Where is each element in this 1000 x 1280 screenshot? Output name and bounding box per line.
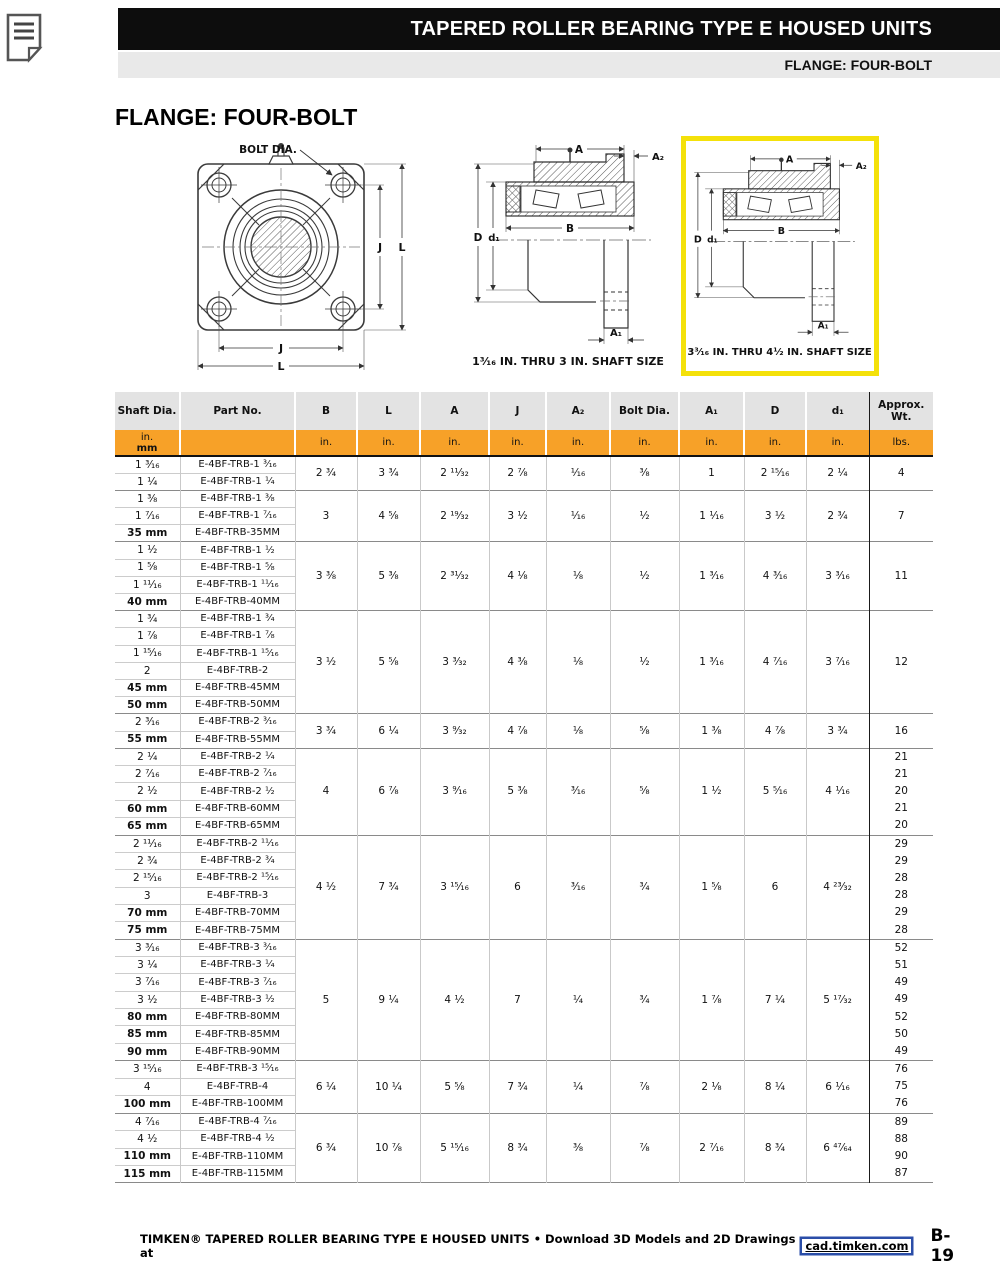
dim-label-b: B	[777, 226, 785, 238]
part-no-cell: E-4BF-TRB-40MM	[180, 594, 295, 611]
part-no-cell: E-4BF-TRB-110MM	[180, 1148, 295, 1165]
dimension-cell: 9 ¹⁄₄	[357, 939, 420, 1060]
dimension-cell: 2 ¹⁹⁄₃₂	[420, 490, 489, 542]
part-no-cell: E-4BF-TRB-65MM	[180, 818, 295, 835]
shaft-dia-cell: 2 ¹⁄₄	[115, 748, 180, 765]
units-in: in.	[489, 430, 546, 456]
table-row	[115, 490, 933, 507]
dimension-cell: 6 ³⁄₄	[295, 1113, 357, 1183]
dimension-cell: 5 ³⁄₈	[357, 542, 420, 611]
dim-label-d1: d₁	[488, 233, 500, 244]
dimension-cell: 4 ¹⁄₁₆	[806, 748, 869, 835]
part-no-cell: E-4BF-TRB-3 ¹⁄₂	[180, 991, 295, 1008]
table-row	[115, 939, 933, 956]
part-no-cell: E-4BF-TRB-1 ⁵⁄₈	[180, 559, 295, 576]
banner-title: TAPERED ROLLER BEARING TYPE E HOUSED UNITS	[410, 17, 932, 40]
dimension-cell: ¹⁄₄	[546, 1061, 610, 1114]
section-diagram-small	[466, 140, 671, 377]
part-no-cell: E-4BF-TRB-2 ⁷⁄₁₆	[180, 766, 295, 783]
dimension-cell: 6 ¹⁄₄	[295, 1061, 357, 1114]
dimension-cell: 6	[744, 835, 806, 939]
dimension-cell: ¹⁄₈	[546, 611, 610, 714]
dimension-cell: 5	[295, 939, 357, 1060]
dimension-cell: ¹⁄₄	[546, 939, 610, 1060]
dimension-cell: 4 ⁷⁄₁₆	[744, 611, 806, 714]
units-shaft: in. mm	[115, 430, 180, 456]
col-d1: d₁	[806, 392, 869, 430]
dimension-cell: 2 ³⁄₄	[806, 490, 869, 542]
page-title: FLANGE: FOUR-BOLT	[115, 104, 358, 130]
shaft-dia-cell: 3 ⁷⁄₁₆	[115, 974, 180, 991]
dimension-cell: 2 ¹⁄₄	[806, 456, 869, 490]
dimension-cell: 3	[295, 490, 357, 542]
part-no-cell: E-4BF-TRB-115MM	[180, 1165, 295, 1182]
part-no-cell: E-4BF-TRB-3 ⁷⁄₁₆	[180, 974, 295, 991]
dimension-cell: ¹⁄₈	[546, 542, 610, 611]
footer-link-cad-timken[interactable]: cad.timken.com	[801, 1238, 912, 1254]
part-no-cell: E-4BF-TRB-35MM	[180, 525, 295, 542]
col-part-no: Part No.	[180, 392, 295, 430]
part-no-cell: E-4BF-TRB-3 ³⁄₁₆	[180, 939, 295, 956]
dimension-cell: ³⁄₄	[610, 939, 679, 1060]
part-no-cell: E-4BF-TRB-3 ¹⁵⁄₁₆	[180, 1061, 295, 1079]
dim-label-d: D	[473, 232, 483, 244]
dimension-cell: 10 ¹⁄₄	[357, 1061, 420, 1114]
shaft-dia-cell: 45 mm	[115, 679, 180, 696]
dim-label-b: B	[565, 223, 575, 235]
part-no-cell: E-4BF-TRB-1 ⁷⁄₁₆	[180, 508, 295, 525]
dimension-cell: 2 ⁷⁄₈	[489, 456, 546, 490]
dimension-cell: 1	[679, 456, 744, 490]
dimension-cell: 3 ⁹⁄₃₂	[420, 714, 489, 748]
dimension-cell: 7	[489, 939, 546, 1060]
table-body	[115, 456, 933, 1183]
dimension-cell: 2 ¹⁵⁄₁₆	[744, 456, 806, 490]
shaft-dia-cell: 3 ¹⁄₂	[115, 991, 180, 1008]
dimension-cell: 5 ⁵⁄₈	[420, 1061, 489, 1114]
dimension-cell: 4 ²³⁄₃₂	[806, 835, 869, 939]
part-no-cell: E-4BF-TRB-100MM	[180, 1096, 295, 1114]
part-no-cell: E-4BF-TRB-2 ¹⁵⁄₁₆	[180, 870, 295, 887]
part-no-cell: E-4BF-TRB-2 ¹⁄₄	[180, 748, 295, 765]
shaft-dia-cell: 3	[115, 887, 180, 904]
dim-label-a: A	[574, 144, 584, 156]
units-in: in.	[295, 430, 357, 456]
part-no-cell: E-4BF-TRB-1 ¹⁵⁄₁₆	[180, 645, 295, 662]
shaft-dia-cell: 4 ⁷⁄₁₆	[115, 1113, 180, 1130]
dimension-cell: 1 ³⁄₁₆	[679, 611, 744, 714]
weight-cell: 29 29 28 28 29 28	[869, 835, 933, 939]
dimension-cell: ⁵⁄₈	[610, 714, 679, 748]
dimension-cell: 2 ⁷⁄₁₆	[679, 1113, 744, 1183]
weight-cell: 21 21 20 21 20	[869, 748, 933, 835]
shaft-dia-cell: 3 ³⁄₁₆	[115, 939, 180, 956]
shaft-dia-cell: 1 ³⁄₈	[115, 490, 180, 507]
dimension-cell: 1 ³⁄₁₆	[679, 542, 744, 611]
dimension-cell: ¹⁄₁₆	[546, 456, 610, 490]
part-no-cell: E-4BF-TRB-50MM	[180, 697, 295, 714]
dimension-cell: 3 ³⁄₄	[806, 714, 869, 748]
shaft-dia-cell: 110 mm	[115, 1148, 180, 1165]
dim-label-d1: d₁	[707, 235, 718, 246]
table-row	[115, 456, 933, 473]
shaft-dia-cell: 3 ¹⁄₄	[115, 957, 180, 974]
part-no-cell: E-4BF-TRB-45MM	[180, 679, 295, 696]
part-no-cell: E-4BF-TRB-1 ¹⁄₂	[180, 542, 295, 559]
weight-cell: 89 88 90 87	[869, 1113, 933, 1183]
dim-label-j-right: J	[377, 241, 383, 254]
dimension-cell: 1 ⁷⁄₈	[679, 939, 744, 1060]
dimension-cell: ³⁄₈	[546, 1113, 610, 1183]
shaft-dia-cell: 70 mm	[115, 905, 180, 922]
dimension-cell: 1 ⁵⁄₈	[679, 835, 744, 939]
shaft-dia-cell: 4	[115, 1078, 180, 1096]
part-no-cell: E-4BF-TRB-80MM	[180, 1009, 295, 1026]
shaft-dia-cell: 65 mm	[115, 818, 180, 835]
part-no-cell: E-4BF-TRB-4	[180, 1078, 295, 1096]
page-number: B-19	[930, 1226, 955, 1266]
part-no-cell: E-4BF-TRB-85MM	[180, 1026, 295, 1043]
dimension-cell: 2 ³⁄₄	[295, 456, 357, 490]
bolt-dia-label: BOLT DIA.	[239, 144, 297, 156]
dimension-cell: 3 ¹⁄₂	[744, 490, 806, 542]
part-no-cell: E-4BF-TRB-60MM	[180, 800, 295, 817]
shaft-dia-cell: 4 ¹⁄₂	[115, 1131, 180, 1148]
part-no-cell: E-4BF-TRB-1 ³⁄₄	[180, 611, 295, 628]
weight-cell: 76 75 76	[869, 1061, 933, 1114]
part-no-cell: E-4BF-TRB-2 ³⁄₁₆	[180, 714, 295, 731]
dimension-cell: 2 ¹¹⁄₃₂	[420, 456, 489, 490]
part-no-cell: E-4BF-TRB-2 ³⁄₄	[180, 852, 295, 869]
sub-banner	[118, 52, 1000, 78]
table-row	[115, 1113, 933, 1130]
shaft-dia-cell: 40 mm	[115, 594, 180, 611]
col-d: D	[744, 392, 806, 430]
col-j: J	[489, 392, 546, 430]
units-in: in.	[610, 430, 679, 456]
dimension-cell: 4 ³⁄₁₆	[744, 542, 806, 611]
part-no-cell: E-4BF-TRB-3	[180, 887, 295, 904]
table-header-row	[115, 392, 933, 430]
top-banner	[118, 8, 1000, 50]
weight-cell: 52 51 49 49 52 50 49	[869, 939, 933, 1060]
dimension-cell: 3 ⁹⁄₁₆	[420, 748, 489, 835]
shaft-dia-cell: 2 ³⁄₄	[115, 852, 180, 869]
dimension-cell: 4 ¹⁄₂	[295, 835, 357, 939]
part-no-cell: E-4BF-TRB-1 ¹⁄₄	[180, 473, 295, 490]
dimension-cell: 5 ⁵⁄₈	[357, 611, 420, 714]
part-no-cell: E-4BF-TRB-55MM	[180, 731, 295, 748]
part-no-cell: E-4BF-TRB-1 ⁷⁄₈	[180, 628, 295, 645]
dimension-cell: 1 ¹⁄₁₆	[679, 490, 744, 542]
shaft-dia-cell: 2	[115, 662, 180, 679]
dimension-cell: ⁵⁄₈	[610, 748, 679, 835]
dimension-cell: 8 ¹⁄₄	[744, 1061, 806, 1114]
table-row	[115, 542, 933, 559]
dimension-cell: 1 ¹⁄₂	[679, 748, 744, 835]
dim-label-d: D	[693, 234, 702, 246]
dim-label-a2: A₂	[855, 161, 867, 172]
shaft-dia-cell: 2 ¹⁄₂	[115, 783, 180, 800]
section-diagram-large	[687, 143, 873, 369]
dim-label-l-bottom: L	[277, 360, 285, 373]
dimension-cell: ⁷⁄₈	[610, 1061, 679, 1114]
units-part	[180, 430, 295, 456]
dimension-cell: 5 ¹⁷⁄₃₂	[806, 939, 869, 1060]
dimension-cell: 6 ¹⁄₁₆	[806, 1061, 869, 1114]
weight-cell: 7	[869, 490, 933, 542]
dimension-cell: 6	[489, 835, 546, 939]
weight-cell: 16	[869, 714, 933, 748]
part-no-cell: E-4BF-TRB-1 ¹¹⁄₁₆	[180, 576, 295, 593]
dimension-cell: 4 ¹⁄₂	[420, 939, 489, 1060]
dimension-cell: 3 ¹⁵⁄₁₆	[420, 835, 489, 939]
dimension-cell: ¹⁄₂	[610, 490, 679, 542]
table-units-row	[115, 430, 933, 456]
units-in: in.	[357, 430, 420, 456]
dimension-cell: 5 ⁵⁄₁₆	[744, 748, 806, 835]
shaft-dia-cell: 35 mm	[115, 525, 180, 542]
dimension-cell: 4 ⁷⁄₈	[744, 714, 806, 748]
dimension-cell: 1 ³⁄₈	[679, 714, 744, 748]
shaft-dia-cell: 60 mm	[115, 800, 180, 817]
part-no-cell: E-4BF-TRB-1 ³⁄₈	[180, 490, 295, 507]
units-lbs: lbs.	[869, 430, 933, 456]
units-in: in.	[679, 430, 744, 456]
part-no-cell: E-4BF-TRB-1 ³⁄₁₆	[180, 456, 295, 473]
part-no-cell: E-4BF-TRB-90MM	[180, 1043, 295, 1060]
col-approx-wt: Approx. Wt.	[869, 392, 933, 430]
dimensions-table	[115, 392, 933, 1183]
dimension-cell: 4 ¹⁄₈	[489, 542, 546, 611]
shaft-dia-cell: 1 ⁵⁄₈	[115, 559, 180, 576]
units-in: in.	[420, 430, 489, 456]
dimension-cell: 4 ³⁄₈	[489, 611, 546, 714]
shaft-dia-cell: 115 mm	[115, 1165, 180, 1182]
dimension-cell: 3 ¹⁄₂	[489, 490, 546, 542]
dimension-cell: ¹⁄₁₆	[546, 490, 610, 542]
shaft-dia-cell: 1 ¹⁵⁄₁₆	[115, 645, 180, 662]
dimension-cell: 4 ⁵⁄₈	[357, 490, 420, 542]
large-shaft-caption: 3³⁄₁₆ IN. THRU 4¹⁄₂ IN. SHAFT SIZE	[687, 346, 872, 358]
shaft-dia-cell: 90 mm	[115, 1043, 180, 1060]
shaft-dia-cell: 85 mm	[115, 1026, 180, 1043]
shaft-dia-cell: 2 ¹⁵⁄₁₆	[115, 870, 180, 887]
shaft-dia-cell: 2 ⁷⁄₁₆	[115, 766, 180, 783]
small-shaft-caption: 1³⁄₁₆ IN. THRU 3 IN. SHAFT SIZE	[472, 355, 664, 368]
shaft-dia-cell: 80 mm	[115, 1009, 180, 1026]
dim-label-a2: A₂	[651, 152, 665, 163]
dimension-cell: 7 ³⁄₄	[489, 1061, 546, 1114]
dimension-cell: ¹⁄₈	[546, 714, 610, 748]
col-bolt-dia: Bolt Dia.	[610, 392, 679, 430]
dimension-cell: 3 ⁷⁄₁₆	[806, 611, 869, 714]
table-row	[115, 1061, 933, 1079]
dimension-cell: ³⁄₁₆	[546, 835, 610, 939]
col-shaft-dia: Shaft Dia.	[115, 392, 180, 430]
weight-cell: 4	[869, 456, 933, 490]
table-row	[115, 611, 933, 628]
dimension-cell: 3 ³⁄₃₂	[420, 611, 489, 714]
weight-cell: 11	[869, 542, 933, 611]
dim-label-a1: A₁	[817, 321, 829, 332]
part-no-cell: E-4BF-TRB-2 ¹⁄₂	[180, 783, 295, 800]
shaft-dia-cell: 1 ¹¹⁄₁₆	[115, 576, 180, 593]
part-no-cell: E-4BF-TRB-4 ¹⁄₂	[180, 1131, 295, 1148]
highlighted-section-box	[681, 136, 879, 376]
dimension-cell: 10 ⁷⁄₈	[357, 1113, 420, 1183]
dimension-cell: 3 ¹⁄₂	[295, 611, 357, 714]
footer-text: TIMKEN® TAPERED ROLLER BEARING TYPE E HOUSED UNITS • Download 3D Models and 2D Drawings at	[140, 1232, 796, 1260]
part-no-cell: E-4BF-TRB-70MM	[180, 905, 295, 922]
shaft-dia-cell: 3 ¹⁵⁄₁₆	[115, 1061, 180, 1079]
shaft-dia-cell: 1 ⁷⁄₁₆	[115, 508, 180, 525]
col-l: L	[357, 392, 420, 430]
dimension-cell: 3 ³⁄₁₆	[806, 542, 869, 611]
dimension-cell: 6 ⁷⁄₈	[357, 748, 420, 835]
dim-label-a1: A₁	[609, 328, 623, 339]
dimension-cell: 8 ³⁄₄	[744, 1113, 806, 1183]
table-row	[115, 714, 933, 731]
col-b: B	[295, 392, 357, 430]
table-row	[115, 835, 933, 852]
col-a1: A₁	[679, 392, 744, 430]
dimension-cell: ¹⁄₂	[610, 542, 679, 611]
dimension-cell: 3 ³⁄₈	[295, 542, 357, 611]
dimension-cell: 4	[295, 748, 357, 835]
document-note-icon[interactable]	[2, 12, 48, 69]
dimension-cell: 2 ³¹⁄₃₂	[420, 542, 489, 611]
shaft-dia-cell: 50 mm	[115, 697, 180, 714]
dimension-cell: ³⁄₁₆	[546, 748, 610, 835]
dimension-cell: 6 ¹⁄₄	[357, 714, 420, 748]
dimension-cell: 4 ⁷⁄₈	[489, 714, 546, 748]
part-no-cell: E-4BF-TRB-2	[180, 662, 295, 679]
table-row	[115, 748, 933, 765]
banner-subtitle: FLANGE: FOUR-BOLT	[784, 57, 932, 73]
dimension-cell: 5 ¹⁵⁄₁₆	[420, 1113, 489, 1183]
dimension-cell: 5 ³⁄₈	[489, 748, 546, 835]
dim-label-j-bottom: J	[278, 342, 284, 355]
shaft-dia-cell: 1 ¹⁄₂	[115, 542, 180, 559]
shaft-dia-cell: 75 mm	[115, 922, 180, 939]
dimension-cell: 7 ¹⁄₄	[744, 939, 806, 1060]
shaft-dia-cell: 1 ¹⁄₄	[115, 473, 180, 490]
shaft-dia-cell: 1 ³⁄₁₆	[115, 456, 180, 473]
dim-label-l-right: L	[398, 241, 406, 254]
dimension-cell: 7 ³⁄₄	[357, 835, 420, 939]
shaft-dia-cell: 100 mm	[115, 1096, 180, 1114]
units-in: in.	[806, 430, 869, 456]
shaft-dia-cell: 2 ¹¹⁄₁₆	[115, 835, 180, 852]
shaft-dia-cell: 55 mm	[115, 731, 180, 748]
dimension-cell: ⁷⁄₈	[610, 1113, 679, 1183]
dimension-cell: 3 ³⁄₄	[295, 714, 357, 748]
shaft-dia-cell: 1 ⁷⁄₈	[115, 628, 180, 645]
dimension-cell: ³⁄₈	[610, 456, 679, 490]
front-view-diagram	[168, 138, 418, 383]
dimension-cell: 3 ³⁄₄	[357, 456, 420, 490]
shaft-dia-cell: 1 ³⁄₄	[115, 611, 180, 628]
col-a2: A₂	[546, 392, 610, 430]
part-no-cell: E-4BF-TRB-4 ⁷⁄₁₆	[180, 1113, 295, 1130]
weight-cell: 12	[869, 611, 933, 714]
col-a: A	[420, 392, 489, 430]
dimension-cell: 6 ⁴⁷⁄₆₄	[806, 1113, 869, 1183]
units-in: in.	[744, 430, 806, 456]
units-in: in.	[546, 430, 610, 456]
dimension-cell: 8 ³⁄₄	[489, 1113, 546, 1183]
page-footer	[140, 1226, 973, 1266]
part-no-cell: E-4BF-TRB-3 ¹⁄₄	[180, 957, 295, 974]
dim-label-a: A	[785, 154, 794, 166]
dimension-cell: 2 ¹⁄₈	[679, 1061, 744, 1114]
part-no-cell: E-4BF-TRB-75MM	[180, 922, 295, 939]
dimension-cell: ³⁄₄	[610, 835, 679, 939]
part-no-cell: E-4BF-TRB-2 ¹¹⁄₁₆	[180, 835, 295, 852]
shaft-dia-cell: 2 ³⁄₁₆	[115, 714, 180, 731]
dimension-cell: ¹⁄₂	[610, 611, 679, 714]
